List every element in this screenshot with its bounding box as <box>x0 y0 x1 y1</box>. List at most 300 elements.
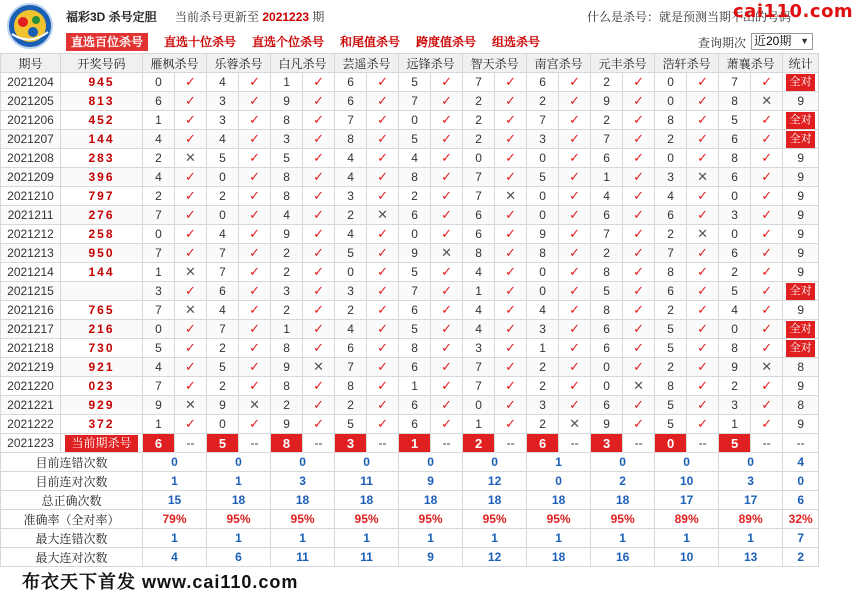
stat-value: 12 <box>463 472 527 491</box>
kill-number: 4 <box>335 320 367 339</box>
stat-value: 3 <box>719 472 783 491</box>
table-row <box>1 73 819 92</box>
stat-value: 1 <box>143 529 207 548</box>
stat-value: 11 <box>271 548 335 567</box>
column-header: 期号 <box>1 54 61 73</box>
kill-number: 6 <box>591 396 623 415</box>
check-icon: ✓ <box>495 225 527 244</box>
kill-number: 6 <box>399 206 431 225</box>
kill-number: 7 <box>143 206 175 225</box>
table-row <box>1 244 819 263</box>
stat-value: 1 <box>719 529 783 548</box>
check-icon: ✓ <box>367 320 399 339</box>
check-icon: ✓ <box>431 301 463 320</box>
site-url[interactable]: cai110.com <box>733 1 853 22</box>
draw-number: 945 <box>61 73 143 92</box>
kill-number: 8 <box>655 377 687 396</box>
stat-value: 0 <box>399 453 463 472</box>
marquee-notice: 什么是杀号：就是预测当期不出的号码 <box>587 10 792 24</box>
check-icon: ✓ <box>495 377 527 396</box>
kill-number: 2 <box>271 396 303 415</box>
draw-number: 276 <box>61 206 143 225</box>
kill-number: 5 <box>143 339 175 358</box>
stat-value: 89% <box>719 510 783 529</box>
check-icon: ✓ <box>303 396 335 415</box>
stat-value: 1 <box>655 529 719 548</box>
row-stat: 9 <box>783 168 819 187</box>
kill-number: 8 <box>271 111 303 130</box>
kill-number: 8 <box>591 263 623 282</box>
kill-number: 4 <box>335 168 367 187</box>
stat-value: 2 <box>591 472 655 491</box>
check-icon: ✓ <box>431 206 463 225</box>
kill-number: 0 <box>719 225 751 244</box>
kill-number: 4 <box>143 358 175 377</box>
cross-icon: ✕ <box>175 149 207 168</box>
kill-number: 0 <box>719 187 751 206</box>
kill-number: 7 <box>527 111 559 130</box>
check-icon: ✓ <box>175 130 207 149</box>
check-icon: ✓ <box>239 187 271 206</box>
kill-number: 2 <box>399 187 431 206</box>
check-icon: ✓ <box>239 320 271 339</box>
kill-number: 6 <box>591 206 623 225</box>
check-icon: ✓ <box>367 111 399 130</box>
stat-row <box>1 510 819 529</box>
stat-value: 18 <box>399 491 463 510</box>
kill-number: 6 <box>655 206 687 225</box>
stat-value: 4 <box>783 453 819 472</box>
check-icon: ✓ <box>175 225 207 244</box>
check-icon: ✓ <box>431 396 463 415</box>
column-header: 统计 <box>783 54 819 73</box>
kill-number: 2 <box>655 358 687 377</box>
kill-number: 5 <box>527 168 559 187</box>
kill-number: 7 <box>463 73 495 92</box>
issue-number: 2021207 <box>1 130 61 149</box>
kill-number: 6 <box>399 358 431 377</box>
check-icon: ✓ <box>175 339 207 358</box>
kill-number: 6 <box>399 415 431 434</box>
kill-number: 9 <box>719 358 751 377</box>
stat-value: 2 <box>783 548 819 567</box>
draw-number: 372 <box>61 415 143 434</box>
kill-number: 8 <box>719 92 751 111</box>
kill-number: 9 <box>271 358 303 377</box>
check-icon: ✓ <box>495 282 527 301</box>
tab-sum-tail-kill[interactable]: 和尾值杀号 <box>340 35 401 49</box>
issue-number: 2021223 <box>1 434 61 453</box>
watermark-text: 布衣天下首发 www.cai110.com <box>18 568 302 594</box>
kill-number: 1 <box>463 415 495 434</box>
current-issue-row <box>1 434 819 453</box>
check-icon: ✓ <box>495 320 527 339</box>
check-icon: ✓ <box>751 206 783 225</box>
kill-number: 4 <box>463 320 495 339</box>
check-icon: ✓ <box>687 301 719 320</box>
stat-value: 17 <box>719 491 783 510</box>
check-icon: ✓ <box>623 339 655 358</box>
check-icon: ✓ <box>367 73 399 92</box>
check-icon: ✓ <box>559 282 591 301</box>
placeholder-dash: -- <box>623 434 655 453</box>
placeholder-dash: -- <box>431 434 463 453</box>
kill-number: 6 <box>399 396 431 415</box>
check-icon: ✓ <box>559 244 591 263</box>
column-header: 乐蓉杀号 <box>207 54 271 73</box>
table-row <box>1 339 819 358</box>
kill-number: 9 <box>207 396 239 415</box>
issue-number: 2021208 <box>1 149 61 168</box>
stat-value: 18 <box>463 491 527 510</box>
check-icon: ✓ <box>495 301 527 320</box>
kill-number: 3 <box>527 130 559 149</box>
check-icon: ✓ <box>559 149 591 168</box>
stat-value: 6 <box>207 548 271 567</box>
check-icon: ✓ <box>367 149 399 168</box>
column-header: 雁枫杀号 <box>143 54 207 73</box>
kill-number: 2 <box>655 130 687 149</box>
kill-number: 7 <box>335 358 367 377</box>
draw-number: 452 <box>61 111 143 130</box>
check-icon: ✓ <box>303 168 335 187</box>
check-icon: ✓ <box>431 339 463 358</box>
stat-value: 0 <box>527 472 591 491</box>
kill-number: 0 <box>207 415 239 434</box>
kill-number: 2 <box>271 301 303 320</box>
kill-number: 5 <box>399 73 431 92</box>
check-icon: ✓ <box>623 320 655 339</box>
kill-number: 8 <box>719 339 751 358</box>
check-icon: ✓ <box>559 320 591 339</box>
check-icon: ✓ <box>367 130 399 149</box>
draw-number: 797 <box>61 187 143 206</box>
tab-units-kill[interactable]: 直选个位杀号 <box>252 35 325 49</box>
check-icon: ✓ <box>431 73 463 92</box>
kill-number: 9 <box>271 225 303 244</box>
stat-label: 总正确次数 <box>1 491 143 510</box>
check-icon: ✓ <box>559 73 591 92</box>
check-icon: ✓ <box>367 92 399 111</box>
kill-number: 5 <box>335 415 367 434</box>
stat-value: 9 <box>399 548 463 567</box>
kill-number: 0 <box>527 149 559 168</box>
check-icon: ✓ <box>367 187 399 206</box>
table-row <box>1 111 819 130</box>
issue-number: 2021209 <box>1 168 61 187</box>
kill-number: 0 <box>143 73 175 92</box>
tab-group-kill[interactable]: 组选杀号 <box>492 35 541 49</box>
check-icon: ✓ <box>303 225 335 244</box>
check-icon: ✓ <box>431 130 463 149</box>
draw-number: 144 <box>61 130 143 149</box>
kill-number: 3 <box>655 168 687 187</box>
issue-number: 2021214 <box>1 263 61 282</box>
check-icon: ✓ <box>239 244 271 263</box>
row-stat: 9 <box>783 263 819 282</box>
check-icon: ✓ <box>687 282 719 301</box>
check-icon: ✓ <box>751 130 783 149</box>
kill-number: 7 <box>207 244 239 263</box>
check-icon: ✓ <box>367 358 399 377</box>
stat-row <box>1 491 819 510</box>
kill-number: 4 <box>207 130 239 149</box>
kill-number: 4 <box>399 149 431 168</box>
check-icon: ✓ <box>175 92 207 111</box>
kill-number: 4 <box>719 301 751 320</box>
kill-number: 0 <box>399 111 431 130</box>
check-icon: ✓ <box>175 415 207 434</box>
row-stat: 9 <box>783 149 819 168</box>
kill-number: 1 <box>719 415 751 434</box>
row-stat <box>783 320 819 339</box>
kill-number: 1 <box>527 339 559 358</box>
kill-number: 4 <box>143 168 175 187</box>
all-correct-badge[interactable]: 全对 <box>786 321 815 338</box>
draw-number: 730 <box>61 339 143 358</box>
kill-number: 5 <box>655 339 687 358</box>
check-icon: ✓ <box>303 301 335 320</box>
stat-value: 12 <box>463 548 527 567</box>
placeholder-dash: -- <box>175 434 207 453</box>
kill-number: 2 <box>527 415 559 434</box>
check-icon: ✓ <box>239 282 271 301</box>
kill-number: 3 <box>207 111 239 130</box>
stat-value: 1 <box>591 529 655 548</box>
kill-number: 3 <box>527 396 559 415</box>
check-icon: ✓ <box>751 244 783 263</box>
stat-value: 0 <box>143 453 207 472</box>
current-kill-number: 3 <box>591 434 623 453</box>
check-icon: ✓ <box>751 111 783 130</box>
stat-value: 4 <box>143 548 207 567</box>
check-icon: ✓ <box>431 187 463 206</box>
cross-icon: ✕ <box>303 358 335 377</box>
placeholder-dash: -- <box>751 434 783 453</box>
period-label: 查询期次 <box>698 36 747 50</box>
check-icon: ✓ <box>751 282 783 301</box>
kill-number: 9 <box>143 396 175 415</box>
cross-icon: ✕ <box>175 396 207 415</box>
check-icon: ✓ <box>303 415 335 434</box>
kill-number: 4 <box>527 301 559 320</box>
check-icon: ✓ <box>431 263 463 282</box>
placeholder-dash: -- <box>303 434 335 453</box>
kill-number: 8 <box>463 244 495 263</box>
stat-value: 9 <box>399 472 463 491</box>
row-stat <box>783 282 819 301</box>
tab-hundreds-kill[interactable]: 直选百位杀号 <box>66 33 148 51</box>
stat-value: 17 <box>655 491 719 510</box>
kill-number: 3 <box>463 339 495 358</box>
kill-number: 6 <box>527 73 559 92</box>
check-icon: ✓ <box>559 396 591 415</box>
all-correct-badge[interactable]: 全对 <box>786 131 815 148</box>
check-icon: ✓ <box>431 92 463 111</box>
check-icon: ✓ <box>431 225 463 244</box>
check-icon: ✓ <box>175 244 207 263</box>
column-header: 智天杀号 <box>463 54 527 73</box>
draw-number: 216 <box>61 320 143 339</box>
current-kill-number: 6 <box>143 434 175 453</box>
kill-number: 3 <box>527 320 559 339</box>
row-stat <box>783 111 819 130</box>
column-header: 白凡杀号 <box>271 54 335 73</box>
period-select[interactable] <box>751 33 813 50</box>
all-correct-badge[interactable]: 全对 <box>786 340 815 357</box>
check-icon: ✓ <box>239 263 271 282</box>
kill-number: 6 <box>591 149 623 168</box>
current-label-cell <box>61 434 143 453</box>
kill-number: 0 <box>463 396 495 415</box>
check-icon: ✓ <box>303 282 335 301</box>
kill-number: 3 <box>143 282 175 301</box>
check-icon: ✓ <box>431 320 463 339</box>
check-icon: ✓ <box>367 244 399 263</box>
kill-number: 4 <box>207 301 239 320</box>
issue-number: 2021205 <box>1 92 61 111</box>
kill-number: 1 <box>143 111 175 130</box>
check-icon: ✓ <box>303 149 335 168</box>
cross-icon: ✕ <box>367 206 399 225</box>
kill-number: 7 <box>143 244 175 263</box>
check-icon: ✓ <box>687 415 719 434</box>
check-icon: ✓ <box>687 187 719 206</box>
kill-number: 0 <box>463 149 495 168</box>
kill-number: 1 <box>143 263 175 282</box>
kill-number: 2 <box>591 111 623 130</box>
stat-row <box>1 529 819 548</box>
check-icon: ✓ <box>687 396 719 415</box>
check-icon: ✓ <box>495 244 527 263</box>
kill-number: 6 <box>143 92 175 111</box>
check-icon: ✓ <box>687 111 719 130</box>
stat-label: 目前连对次数 <box>1 472 143 491</box>
kill-number: 3 <box>719 396 751 415</box>
column-header: 芸遥杀号 <box>335 54 399 73</box>
check-icon: ✓ <box>303 130 335 149</box>
stat-value: 10 <box>655 548 719 567</box>
cross-icon: ✕ <box>431 244 463 263</box>
stat-value: 7 <box>783 529 819 548</box>
kill-number: 2 <box>335 396 367 415</box>
all-correct-badge[interactable]: 全对 <box>786 74 815 91</box>
stat-value: 95% <box>399 510 463 529</box>
kill-number: 0 <box>143 320 175 339</box>
table-row <box>1 301 819 320</box>
stat-value: 10 <box>655 472 719 491</box>
check-icon: ✓ <box>751 187 783 206</box>
draw-number: 765 <box>61 301 143 320</box>
kill-number: 6 <box>719 168 751 187</box>
all-correct-badge[interactable]: 全对 <box>786 283 815 300</box>
draw-number: 921 <box>61 358 143 377</box>
check-icon: ✓ <box>559 301 591 320</box>
check-icon: ✓ <box>559 358 591 377</box>
stat-value: 95% <box>207 510 271 529</box>
kill-number: 5 <box>399 263 431 282</box>
check-icon: ✓ <box>751 168 783 187</box>
kill-number: 2 <box>143 187 175 206</box>
placeholder-dash: -- <box>495 434 527 453</box>
stat-value: 0 <box>655 453 719 472</box>
check-icon: ✓ <box>239 92 271 111</box>
cross-icon: ✕ <box>495 187 527 206</box>
kill-number: 0 <box>591 358 623 377</box>
issue-number: 2021212 <box>1 225 61 244</box>
check-icon: ✓ <box>175 320 207 339</box>
draw-number: 144 <box>61 263 143 282</box>
kill-number: 8 <box>271 187 303 206</box>
kill-number: 0 <box>719 320 751 339</box>
check-icon: ✓ <box>303 339 335 358</box>
kill-number: 5 <box>207 358 239 377</box>
kill-number: 8 <box>271 377 303 396</box>
check-icon: ✓ <box>623 130 655 149</box>
check-icon: ✓ <box>495 149 527 168</box>
check-icon: ✓ <box>175 168 207 187</box>
kill-number: 0 <box>207 206 239 225</box>
kill-number: 0 <box>527 187 559 206</box>
check-icon: ✓ <box>239 206 271 225</box>
kill-number: 5 <box>655 415 687 434</box>
kill-number: 2 <box>463 130 495 149</box>
stat-value: 0 <box>783 472 819 491</box>
check-icon: ✓ <box>687 130 719 149</box>
kill-number: 2 <box>335 206 367 225</box>
kill-number: 8 <box>271 339 303 358</box>
cross-icon: ✕ <box>559 415 591 434</box>
check-icon: ✓ <box>751 73 783 92</box>
check-icon: ✓ <box>495 168 527 187</box>
stat-value: 11 <box>335 548 399 567</box>
kill-number: 5 <box>719 111 751 130</box>
kill-number: 6 <box>463 225 495 244</box>
column-header: 元丰杀号 <box>591 54 655 73</box>
kill-number: 7 <box>463 187 495 206</box>
row-stat: 9 <box>783 187 819 206</box>
check-icon: ✓ <box>559 339 591 358</box>
kill-number: 0 <box>655 149 687 168</box>
check-icon: ✓ <box>239 225 271 244</box>
stat-value: 0 <box>335 453 399 472</box>
kill-number: 6 <box>591 339 623 358</box>
kill-number: 6 <box>719 244 751 263</box>
stat-value: 95% <box>463 510 527 529</box>
kill-number: 6 <box>719 130 751 149</box>
issue-number: 2021217 <box>1 320 61 339</box>
check-icon: ✓ <box>303 320 335 339</box>
check-icon: ✓ <box>623 206 655 225</box>
kill-number: 2 <box>271 244 303 263</box>
all-correct-badge[interactable]: 全对 <box>786 112 815 129</box>
check-icon: ✓ <box>751 225 783 244</box>
cross-icon: ✕ <box>751 92 783 111</box>
column-header: 浩轩杀号 <box>655 54 719 73</box>
kill-number: 4 <box>335 225 367 244</box>
kill-number: 3 <box>335 187 367 206</box>
check-icon: ✓ <box>559 92 591 111</box>
tab-span-kill[interactable]: 跨度值杀号 <box>416 35 477 49</box>
check-icon: ✓ <box>239 339 271 358</box>
check-icon: ✓ <box>303 244 335 263</box>
check-icon: ✓ <box>367 415 399 434</box>
check-icon: ✓ <box>367 282 399 301</box>
kill-number: 2 <box>719 263 751 282</box>
kill-number: 7 <box>463 377 495 396</box>
tab-tens-kill[interactable]: 直选十位杀号 <box>164 35 237 49</box>
row-stat: 9 <box>783 415 819 434</box>
